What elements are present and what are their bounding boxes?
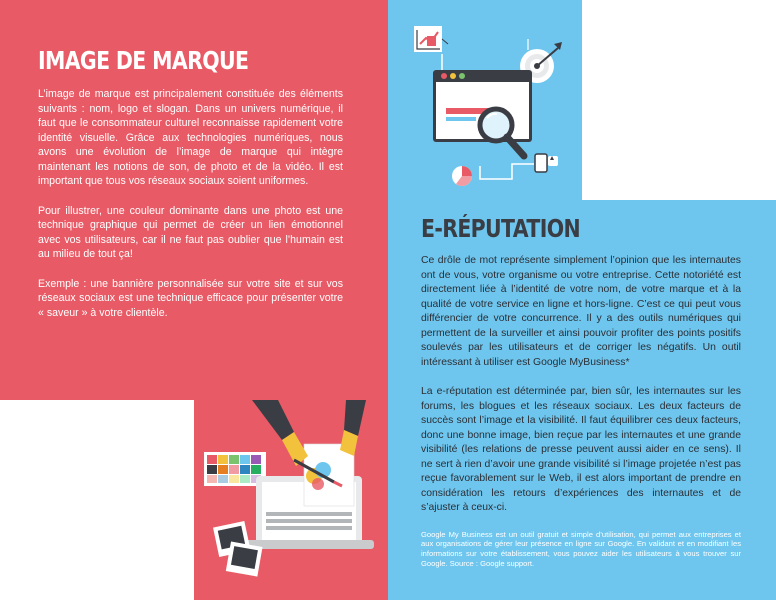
title-e-reputation: E-RÉPUTATION	[421, 214, 580, 243]
thumbs-up-icon	[535, 154, 558, 172]
image-de-marque-text	[38, 87, 343, 335]
paragraph: Pour illustrer, une couleur dominante dans une photo est une technique graphique qui permet de créer un lien émotionnel avec vos utilisateurs, car il ne faut pas oublier que l’humain est au milieu de tout ça!	[38, 204, 343, 260]
e-reputation-text	[421, 254, 741, 584]
paragraph: La e-réputation est déterminée par, bien sûr, les internautes sur les forums, les blogues et les réseaux sociaux. Les deux facteurs de succès sont l’image et la visibilité. Il faut équilibrer ces deux facteurs, donc une bonne image, bien reçue par les internautes et une grande visibilité (les relations de presse peuvent aussi aider en ce sens). Il ne sert à rien d’avoir une grande visibilité si l’image projetée n’est pas reçue favorablement sur le Web, il est alors important de prendre en considération les retours d’expériences des internautes et de s’ajuster à ceux-ci.	[421, 386, 741, 513]
brand-design-illustration	[196, 400, 388, 600]
seo-analytics-illustration	[400, 14, 580, 189]
footnote: Google My Business est un outil gratuit et simple d’utilisation, qui permet aux entreprises et aux organisations de gérer leur présence en ligne sur Google. En validant et en modifiant les informations sur votre établissement, vous pouvez aider les utilisateurs à vous trouver sur Google. Source : Google support.	[421, 529, 741, 569]
photo-cards-icon	[213, 521, 263, 577]
white-panel-top-right	[582, 0, 776, 200]
paragraph: L’image de marque est principalement constituée des éléments suivants : nom, logo et slogan. Dans un univers numérique, il faut que le consommateur culturel reconnaisse rapidement votre identité visuelle. Grâce aux technologies numériques, nous avons une évolution de l’image de marque qui intègre maintenant les notions de son, de photo et de la vidéo. Il est important que tous vos réseaux sociaux soient uniformes.	[38, 88, 343, 187]
logo-sketch-icon	[304, 444, 354, 506]
white-panel-bottom-left	[0, 400, 194, 600]
chart-icon	[414, 26, 448, 52]
title-image-de-marque: IMAGE DE MARQUE	[38, 46, 249, 75]
paragraph: Ce drôle de mot représente simplement l’opinion que les internautes ont de vous, votre organisme ou votre entreprise. Cette notoriété est directement liée à l’identité de votre nom, de votre marque et à la qualité de votre service en ligne et hors-ligne. C’est ce qui peut vous différencier de votre concurrence. Il y a des outils numériques qui permettent de la surveiller et ainsi pouvoir profiter des points positifs soulevés par les utilisateurs et de corriger les négatifs. Un outil intéressant à utiliser est Google MyBusiness*	[421, 255, 741, 368]
paragraph: Exemple : une bannière personnalisée sur votre site et sur vos réseaux sociaux est une technique efficace pour présenter votre « saveur » à votre clientèle.	[38, 277, 343, 319]
pie-chart-icon	[452, 166, 472, 186]
